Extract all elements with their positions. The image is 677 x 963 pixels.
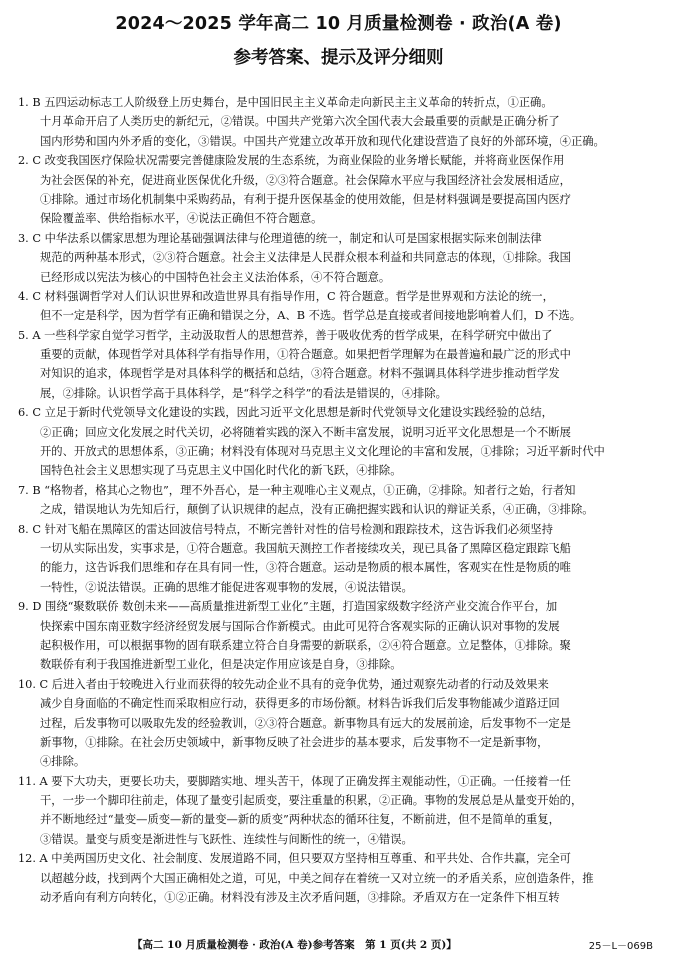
answer-line: 为社会医保的补充，促进商业医保优化升级，②③符合题意。社会保障水平应与我国经济社会发展相适应， [40,173,571,187]
answer-item [18,326,660,404]
answer-line: 动矛盾向有利方向转化，①②正确。材料没有涉及主次矛盾问题，③排除。矛盾双方在一定条件下相互转 [40,891,560,905]
answer-first-line: 10. C 后进入者由于较晚进入行业而获得的较先动企业不具有的竞争优势，通过观察先动者的行动及效果来 [18,677,549,691]
answer-line: 国内形势和国内外矛盾的变化，③错误。中国共产党建立改革开放和现代化建设营造了良好的外部环境，④正确。 [40,134,605,148]
answer-line: 一切从实际出发，实事求是，①符合题意。我国航天测控工作者接续攻关，现已具备了黑障区稳定跟踪飞船 [40,541,571,555]
answer-first-line: 1. B 五四运动标志工人阶级登上历史舞台，是中国旧民主主义革命走向新民主主义革命的转折点，①正确。 [18,96,553,109]
footer-paper-code: 25－L－069B [588,941,653,952]
answer-first-line: 2. C 改变我国医疗保险状况需要完善健康险发展的生态系统，为商业保险的业务增长赋能，并将商业医保作用 [18,154,565,168]
answer-item [18,520,660,598]
answer-line: 以超越分歧，找到两个大国正确相处之道，可见，中美之间存在着统一又对立统一的矛盾关系，应创造条件，推 [40,871,594,885]
answer-first-line: 7. B “格物者，格其心之物也”，理不外吾心，是一种主观唯心主义观点，①正确，②排除。知者行之始，行者知 [18,483,576,497]
answer-first-line: 6. C 立足于新时代党领导文化建设的实践，因此习近平文化思想是新时代党领导文化建设实践经验的总结， [18,406,553,420]
answer-line: 数联侨有利于我国推进新型工业化，但是决定作用应该是自身，③排除。 [40,658,402,672]
answer-item [18,151,660,229]
answer-line: 并不断地经过“量变—质变—新的量变—新的质变”两种状态的循环往复，不断前进，但不是简单的重复， [40,813,560,827]
answer-line: 开的、开放式的思想体系，③正确；材料没有体现对马克思主义文化理论的丰富和发展，①排除；习近平新时代中 [40,445,605,459]
answer-line: 十月革命开启了人类历史的新纪元，②错误。中国共产党第六次全国代表大会最重要的贡献是正确分析了 [40,115,560,129]
answer-first-line: 3. C 中华法系以儒家思想为理论基础强调法律与伦理道德的统一，制定和认可是国家根据实际来创制法律 [18,231,542,245]
page-title: 2024～2025 学年高二 10 月质量检测卷 · 政治(A 卷) [115,14,562,34]
answer-line: 对知识的追求，体现哲学是对具体科学的概括和总结，③符合题意。材料不强调具体科学进步推动哲学发 [40,367,560,381]
answer-item [18,481,660,520]
answer-line: 新事物，①排除。在社会历史领域中，新事物反映了社会进步的基本要求，后发事物不一定是新事物， [40,735,549,749]
answer-line: 的能力，这告诉我们思维和存在具有同一性，③符合题意。运动是物质的根本属性，客观实在性是物质的唯 [40,561,571,575]
answer-first-line: 9. D 围绕“聚数联侨 数创未来——高质量推进新型工业化”主题，打造国家级数字经济产业交流合作平台，加 [18,600,558,614]
answer-item [18,675,660,772]
answer-item [18,93,660,151]
answer-line: 国特色社会主义思想实现了马克思主义中国化时代化的新飞跃，④排除。 [40,464,402,478]
answer-item [18,597,660,675]
answer-line: 保险覆盖率、供给指标水平，④说法正确但不符合题意。 [40,212,323,226]
answer-item [18,287,660,326]
answer-item [18,772,660,850]
answer-line: 规范的两种基本形式，②③符合题意。社会主义法律是人民群众根本利益和共同意志的体现，①排除。我国 [40,251,571,265]
footer-page-info: 【高二 10 月质量检测卷 · 政治(A 卷)参考答案 第 1 页(共 2 页)】 [132,939,457,951]
answer-line: 之成，错误地认为先知后行，颠倒了认识规律的起点，没有正确把握实践和认识的辩证关系，④正确，③排除。 [40,503,594,517]
answer-line: 重要的贡献，体现哲学对具体科学有指导作用，①符合题意。如果把哲学理解为在最普遍和最广泛的形式中 [40,348,571,362]
answer-first-line: 11. A 要下大功夫，更要长功夫，要脚踏实地、埋头苦干，体现了正确发挥主观能动性，①正确。一任接着一任 [18,774,571,788]
answer-line: 展，②排除。认识哲学高于具体科学，是“科学之科学”的看法是错误的，④排除。 [40,386,447,400]
answer-line: 快探索中国东南亚数字经济经贸发展与国际合作新模式。由此可见符合客观实际的正确认识对事物的发展 [40,619,560,633]
answer-item [18,849,660,907]
answer-line: ②正确；回应文化发展之时代关切，必将随着实践的深入不断丰富发展，说明习近平文化思想是一个不断展 [40,425,571,439]
answer-line: 已经形成以宪法为核心的中国特色社会主义法治体系，④不符合题意。 [40,270,391,284]
answer-list [18,93,660,907]
page-footer [0,937,677,953]
answer-item [18,403,660,481]
answer-line: 起积极作用，可以根据事物的固有联系建立符合自身需要的新联系，②④符合题意。立足整体，①排除。聚 [40,638,571,652]
page-subtitle: 参考答案、提示及评分细则 [233,48,444,68]
answer-first-line: 5. A 一些科学家自觉学习哲学，主动汲取哲人的思想营养，善于吸收优秀的哲学成果，在科学研究中做出了 [18,328,553,342]
answer-line: 过程，后发事物可以吸取先发的经验教训，②③符合题意。新事物具有远大的发展前途，后发事物不一定是 [40,716,571,730]
answer-first-line: 12. A 中美两国历史文化、社会制度、发展道路不同，但只要双方坚持相互尊重、和平共处、合作共赢，完全可 [18,852,571,866]
answer-first-line: 4. C 材料强调哲学对人们认识世界和改造世界具有指导作用，C 符合题意。哲学是世界观和方法论的统一， [18,289,554,303]
answer-line: 减少自身面临的不确定性而采取相应行动，获得更多的市场份额。材料告诉我们后发事物能减少道路迂回 [40,697,560,711]
answer-first-line: 8. C 针对飞船在黑障区的雷达回波信号特点，不断完善针对性的信号检测和跟踪技术，这告诉我们必须坚持 [18,522,553,536]
answer-line: 但不一定是科学，因为哲学有正确和错误之分，A、B 不选。哲学总是直接或者间接地影响着人们，D 不选。 [40,309,582,323]
answer-item [18,229,660,287]
answer-line: ①排除。通过市场化机制集中采购药品，有利于提升医保基金的使用效能，但是材料强调是要提高国内医疗 [40,192,571,206]
answer-line: ③错误。量变与质变是渐进性与飞跃性、连续性与间断性的统一，④错误。 [40,832,413,846]
answer-line: ④排除。 [40,755,86,769]
answer-line: 干，一步一个脚印往前走，体现了量变引起质变，要注重量的积累，②正确。事物的发展总是从量变开始的， [40,794,583,808]
answer-line: 一特性，②说法错误。正确的思维才能促进客观事物的发展，④说法错误。 [40,580,413,594]
